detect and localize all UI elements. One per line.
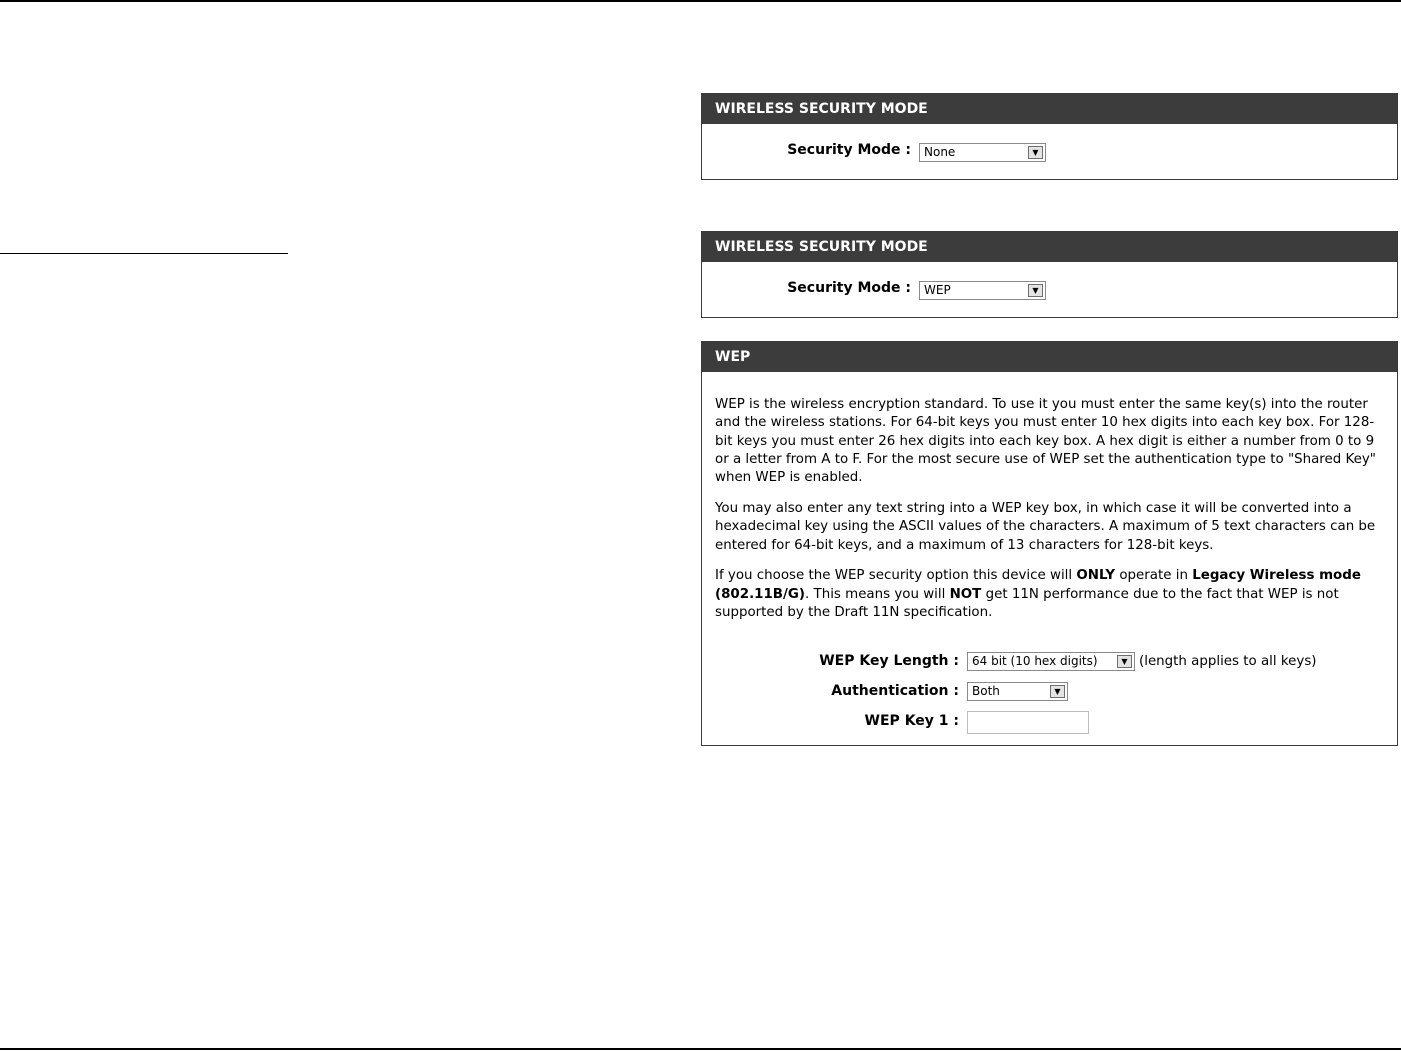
wep-key1-row <box>702 706 1399 736</box>
wep-key1-input[interactable] <box>967 711 1089 734</box>
chevron-down-icon[interactable]: ▼ <box>1050 685 1065 698</box>
panel-header: WIRELESS SECURITY MODE <box>702 94 1397 124</box>
wep-paragraph-1: WEP is the wireless encryption standard. To use it you must enter the same key(s) into the router and the wireless stations. For 64-bit keys you must enter 10 hex digits into each key box. For 128-bit keys you must enter 26 hex digits into each key box. A hex digit is either a number from 0 to 9 or a letter from A to F. For the most secure use of WEP set the authentication type to "Shared Key" when WEP is enabled. <box>715 397 1376 486</box>
panel-header: WEP <box>702 342 1397 372</box>
wep-panel <box>701 341 1398 746</box>
wep-key-length-value: 64 bit (10 hex digits) <box>972 654 1098 668</box>
security-mode-value: None <box>924 145 956 159</box>
wep-description <box>702 372 1397 622</box>
wep-key-length-select[interactable] <box>967 652 1135 671</box>
top-rule <box>0 0 1401 2</box>
wep-key-length-row <box>702 646 1399 676</box>
wep-key-length-label: WEP Key Length : <box>819 653 959 669</box>
authentication-value: Both <box>972 684 1000 698</box>
security-mode-select[interactable] <box>919 143 1046 162</box>
security-mode-label: Security Mode : <box>787 142 911 158</box>
security-mode-label: Security Mode : <box>787 280 911 296</box>
authentication-label: Authentication : <box>831 683 959 699</box>
chevron-down-icon[interactable]: ▼ <box>1117 655 1132 668</box>
wep-key-length-hint: (length applies to all keys) <box>1139 654 1317 669</box>
security-mode-panel-wep <box>701 231 1398 318</box>
chevron-down-icon[interactable]: ▼ <box>1028 284 1043 297</box>
bottom-rule <box>0 1048 1401 1050</box>
authentication-row <box>702 676 1399 706</box>
wep-paragraph-3: If you choose the WEP security option this device will ONLY operate in Legacy Wireless mode (802.11B/G). This means you will NOT get 11N performance due to the fact that WEP is not supported by the Draft 11N specification. <box>715 568 1361 620</box>
security-mode-panel-none <box>701 93 1398 180</box>
authentication-select[interactable] <box>967 682 1068 701</box>
chevron-down-icon[interactable]: ▼ <box>1028 146 1043 159</box>
wep-key1-label: WEP Key 1 : <box>864 713 959 729</box>
panel-header: WIRELESS SECURITY MODE <box>702 232 1397 262</box>
security-mode-select[interactable] <box>919 281 1046 300</box>
security-mode-value: WEP <box>924 283 951 297</box>
wep-paragraph-2: You may also enter any text string into a WEP key box, in which case it will be converted into a hexadecimal key using the ASCII values of the characters. A maximum of 5 text characters can be entered for 64-bit keys, and a maximum of 13 characters for 128-bit keys. <box>715 500 1376 553</box>
section-underline <box>0 253 288 254</box>
